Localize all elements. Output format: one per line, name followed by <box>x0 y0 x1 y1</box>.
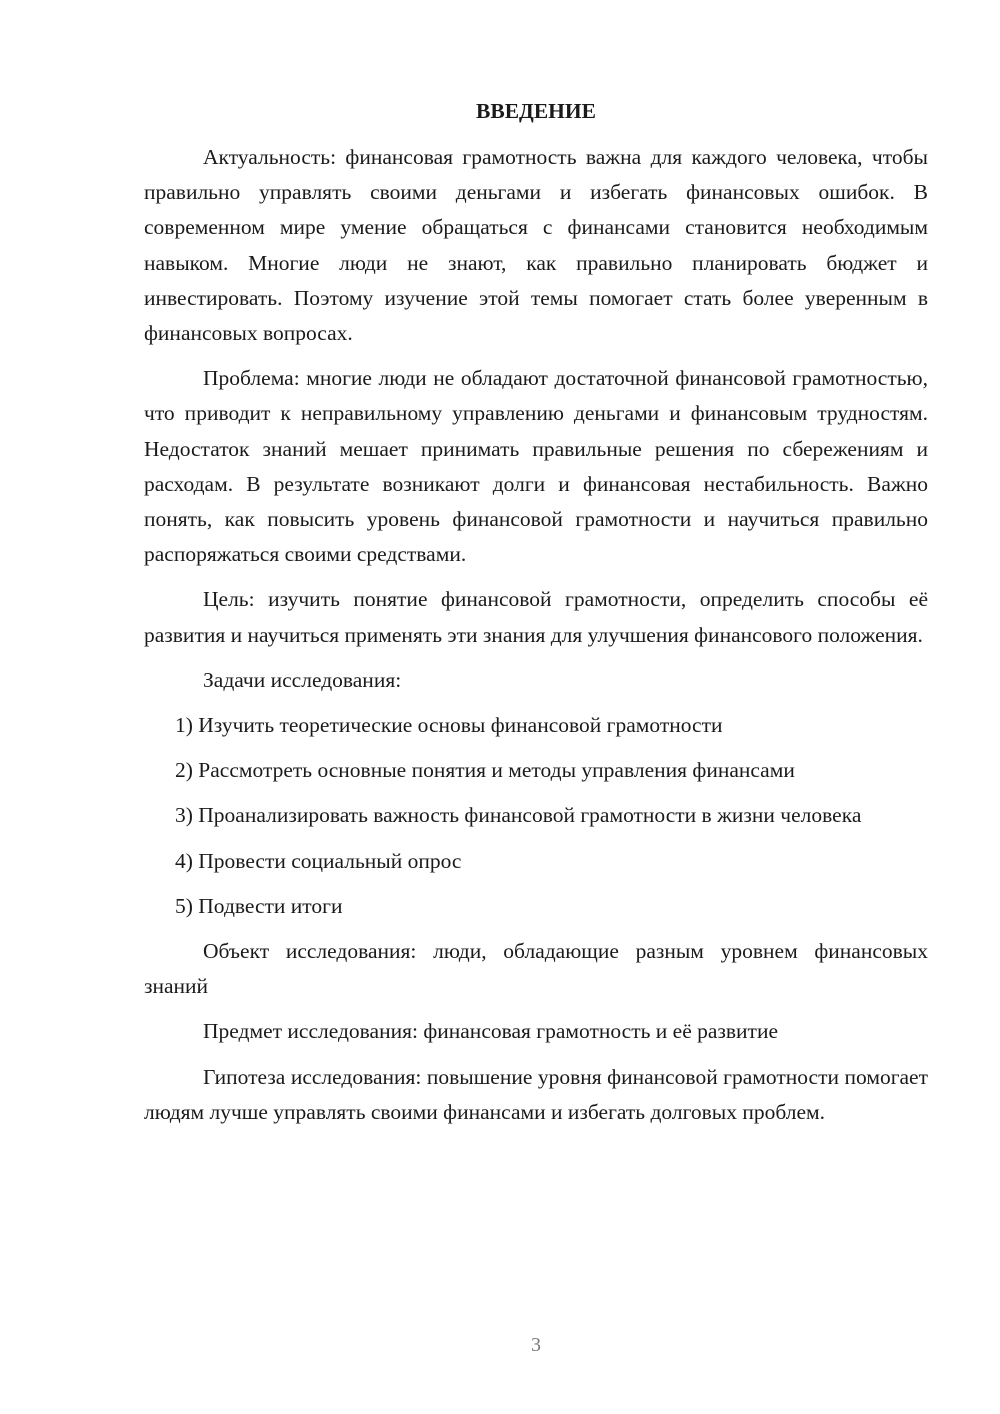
relevance-paragraph: Актуальность: финансовая грамотность важна для каждого человека, чтобы правильно управлять своими деньгами и избегать финансовых ошибок. В современном мире умение обращаться с финансами становится необходимым навыком. Многие люди не знают, как правильно планировать бюджет и инвестировать. Поэтому изучение этой темы помогает стать более уверенным в финансовых вопросах. <box>144 145 928 346</box>
task-item-4: 4) Провести социальный опрос <box>175 848 462 873</box>
subject-paragraph: Предмет исследования: финансовая грамотность и её развитие <box>203 1019 778 1044</box>
problem-paragraph: Проблема: многие люди не обладают достаточной финансовой грамотностью, что приводит к неправильному управлению деньгами и финансовым трудностям. Недостаток знаний мешает принимать правильные решения по сбережениям и расходам. В результате возникают долги и финансовая нестабильность. Важно понять, как повысить уровень финансовой грамотности и научиться правильно распоряжаться своими средствами. <box>144 366 928 567</box>
task-item-1: 1) Изучить теоретические основы финансовой грамотности <box>175 713 723 738</box>
task-item-3: 3) Проанализировать важность финансовой грамотности в жизни человека <box>175 803 862 828</box>
hypothesis-paragraph: Гипотеза исследования: повышение уровня финансовой грамотности помогает людям лучше управлять своими финансами и избегать долговых проблем. <box>144 1064 928 1124</box>
task-item-2: 2) Рассмотреть основные понятия и методы управления финансами <box>175 758 795 783</box>
goal-paragraph: Цель: изучить понятие финансовой грамотности, определить способы её развития и научиться применять эти знания для улучшения финансового положения. <box>144 587 928 647</box>
document-page <box>144 96 928 1140</box>
object-paragraph: Объект исследования: люди, обладающие разным уровнем финансовых знаний <box>144 939 928 999</box>
tasks-heading: Задачи исследования: <box>203 667 402 692</box>
section-title: ВВЕДЕНИЕ <box>476 99 596 123</box>
task-item-5: 5) Подвести итоги <box>175 893 343 918</box>
page-number: 3 <box>531 1334 541 1356</box>
